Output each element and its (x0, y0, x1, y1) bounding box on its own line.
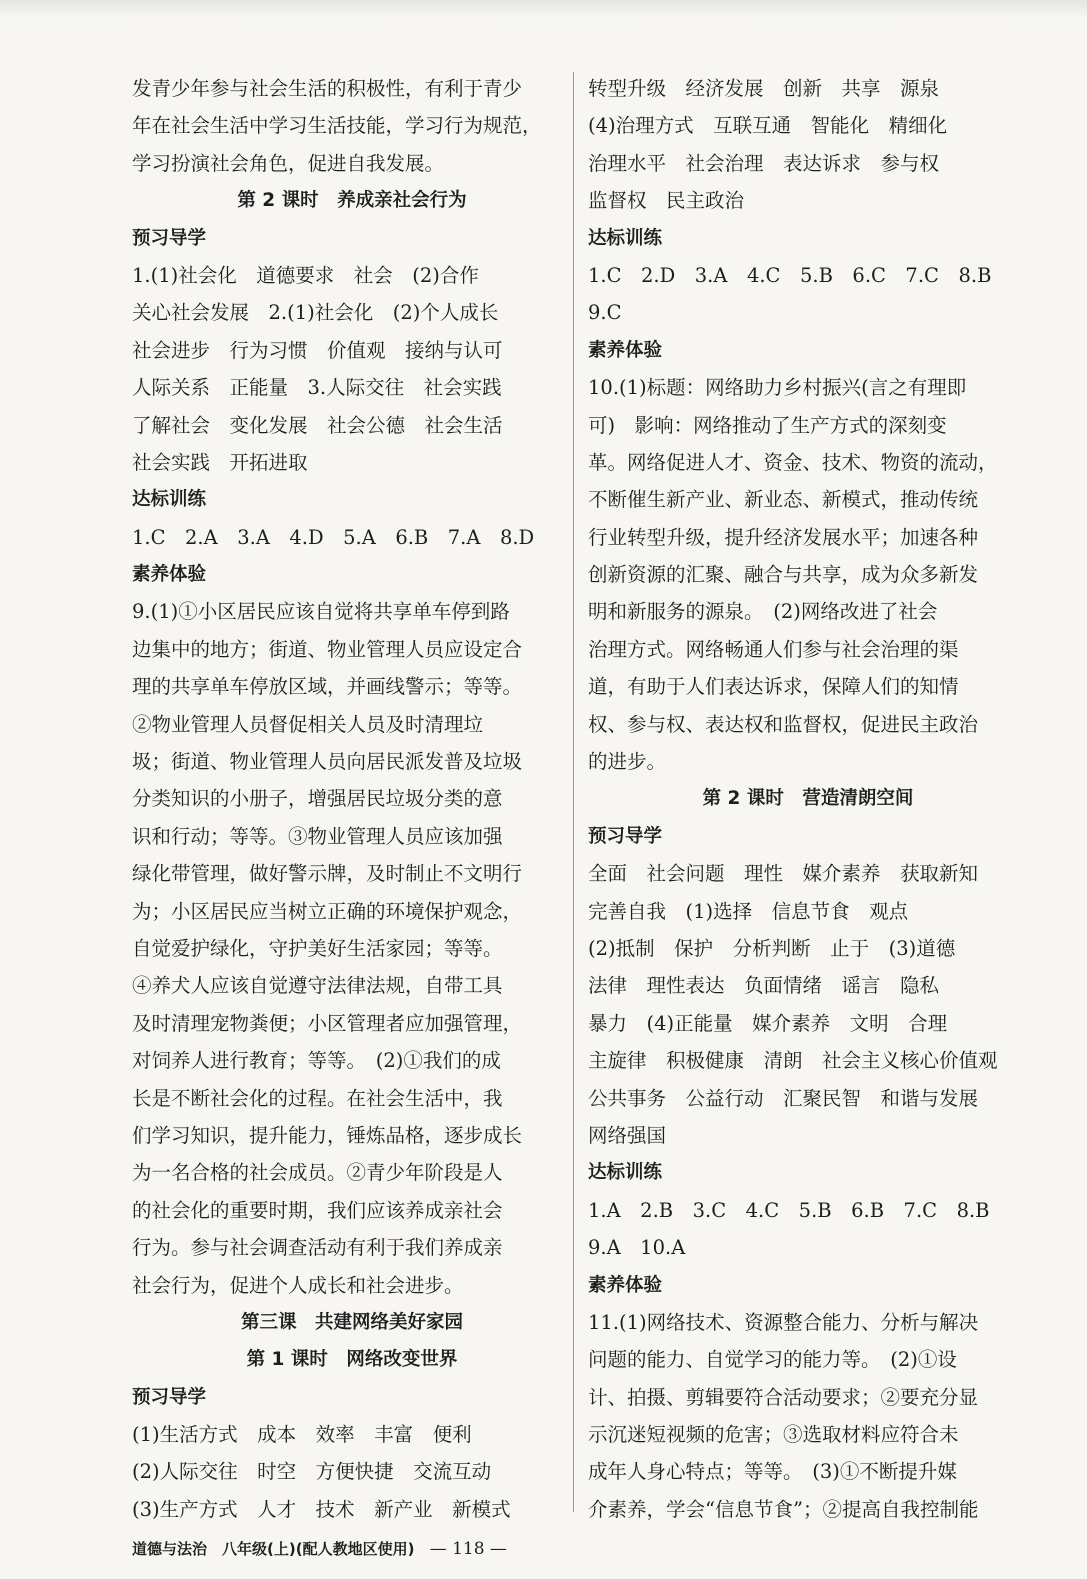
section-title: 第 2 课时 营造清朗空间 (702, 788, 914, 810)
text-line: 对饲养人进行教育；等等。 (2)①我们的成 (132, 1049, 501, 1073)
section-heading: 预习导学 (132, 1386, 207, 1408)
text-line: 1.C 2.D 3.A 4.C 5.B 6.C 7.C 8.B (588, 263, 992, 287)
text-line: 暴力 (4)正能量 媒介素养 文明 合理 (588, 1011, 948, 1035)
text-line: 分类知识的小册子，增强居民垃圾分类的意 (132, 787, 503, 811)
text-line: 发青少年参与社会生活的积极性，有利于青少 (132, 77, 523, 100)
section-heading: 素养体验 (588, 339, 663, 361)
text-line: 网络强国 (588, 1123, 667, 1147)
text-line: 治理水平 社会治理 表达诉求 参与权 (588, 151, 940, 175)
right-column (588, 70, 1028, 1528)
text-line: 9.C (588, 301, 622, 325)
text-line: 革。网络促进人才、资金、技术、物资的流动， (588, 450, 998, 474)
text-line: 绿化带管理，做好警示牌，及时制止不文明行 (132, 862, 523, 886)
text-line: 问题的能力、自觉学习的能力等。 (2)①设 (588, 1348, 957, 1372)
section-heading: 达标训练 (588, 227, 663, 249)
text-line: (4)治理方式 互联互通 智能化 精细化 (588, 114, 948, 138)
text-line: (1)生活方式 成本 效率 丰富 便利 (132, 1423, 472, 1447)
text-line: 主旋律 积极健康 清朗 社会主义核心价值观 (588, 1049, 998, 1073)
text-line: 行为。参与社会调查活动有利于我们养成亲 (132, 1236, 503, 1260)
text-line: 监督权 民主政治 (588, 189, 745, 213)
text-line: 理的共享单车停放区域，并画线警示；等等。 (132, 675, 523, 699)
text-line: 社会进步 行为习惯 价值观 接纳与认可 (132, 338, 503, 362)
text-line: (2)人际交往 时空 方便快捷 交流互动 (132, 1460, 492, 1484)
text-line: 学习扮演社会角色，促进自我发展。 (132, 151, 445, 175)
text-line: 及时清理宠物粪便；小区管理者应加强管理， (132, 1011, 523, 1035)
text-line: 9.A 10.A (588, 1236, 686, 1260)
text-line: 的进步。 (588, 750, 667, 774)
text-line: 关心社会发展 2.(1)社会化 (2)个人成长 (132, 301, 499, 325)
text-line: 计、拍摄、剪辑要符合活动要求；②要充分显 (588, 1385, 979, 1409)
text-line: 长是不断社会化的过程。在社会生活中，我 (132, 1086, 503, 1110)
text-line: 法律 理性表达 负面情绪 谣言 隐私 (588, 974, 940, 998)
text-line: 自觉爱护绿化，守护美好生活家园；等等。 (132, 936, 503, 960)
text-line: 治理方式。网络畅通人们参与社会治理的渠 (588, 637, 959, 661)
text-line: ④养犬人应该自觉遵守法律法规，自带工具 (132, 974, 503, 998)
section-heading: 素养体验 (588, 1274, 663, 1296)
text-line: (3)生产方式 人才 技术 新产业 新模式 (132, 1497, 511, 1521)
text-line: 可) 影响：网络推动了生产方式的深刻变 (588, 413, 947, 437)
text-line: 转型升级 经济发展 创新 共享 源泉 (588, 77, 940, 100)
text-line: 社会实践 开拓进取 (132, 450, 308, 474)
text-line: 为；小区居民应当树立正确的环境保护观念， (132, 899, 523, 923)
text-line: 的社会化的重要时期，我们应该养成亲社会 (132, 1198, 503, 1222)
text-line: 1.C 2.A 3.A 4.D 5.A 6.B 7.A 8.D (132, 525, 535, 549)
text-line: 完善自我 (1)选择 信息节食 观点 (588, 899, 909, 923)
page-number: — 118 — (429, 1539, 507, 1559)
text-line: 不断催生新产业、新业态、新模式，推动传统 (588, 488, 979, 512)
text-line: 道，有助于人们表达诉求，保障人们的知情 (588, 675, 959, 699)
text-line: 人际关系 正能量 3.人际交往 社会实践 (132, 376, 502, 400)
text-line: 为一名合格的社会成员。②青少年阶段是人 (132, 1161, 503, 1185)
text-line: 全面 社会问题 理性 媒介素养 获取新知 (588, 862, 979, 886)
text-line: (2)抵制 保护 分析判断 止于 (3)道德 (588, 936, 956, 960)
section-heading: 素养体验 (132, 564, 207, 586)
text-line: 了解社会 变化发展 社会公德 社会生活 (132, 413, 503, 437)
section-heading: 达标训练 (132, 489, 207, 511)
text-line: 10.(1)标题：网络助力乡村振兴(言之有理即 (588, 376, 967, 400)
text-line: 识和行动；等等。③物业管理人员应该加强 (132, 824, 503, 848)
text-line: 权、参与权、表达权和监督权，促进民主政治 (588, 712, 979, 736)
text-line: 创新资源的汇聚、融合与共享，成为众多新发 (588, 563, 979, 587)
text-line: 11.(1)网络技术、资源整合能力、分析与解决 (588, 1310, 979, 1334)
section-heading: 预习导学 (132, 227, 207, 249)
text-line: 公共事务 公益行动 汇聚民智 和谐与发展 (588, 1086, 979, 1110)
text-line: 成年人身心特点；等等。 (3)①不断提升媒 (588, 1460, 957, 1484)
text-line: 1.A 2.B 3.C 4.C 5.B 6.B 7.C 8.B (588, 1198, 990, 1222)
page-footer (132, 1538, 1032, 1568)
section-heading: 达标训练 (588, 1162, 663, 1184)
text-line: 示沉迷短视频的危害；③选取材料应符合未 (588, 1423, 959, 1447)
text-line: 9.(1)①小区居民应该自觉将共享单车停到路 (132, 600, 510, 624)
text-line: 社会行为，促进个人成长和社会进步。 (132, 1273, 464, 1297)
text-line: 1.(1)社会化 道德要求 社会 (2)合作 (132, 263, 479, 287)
section-heading: 预习导学 (588, 825, 663, 847)
column-divider (573, 72, 574, 1512)
section-title: 第 2 课时 养成亲社会行为 (237, 190, 467, 212)
footer-book-title: 道德与法治 八年级(上)(配人教地区使用) (132, 1540, 415, 1558)
text-line: 介素养，学会“信息节食”；②提高自我控制能 (588, 1497, 979, 1521)
text-line: 明和新服务的源泉。 (2)网络改进了社会 (588, 600, 938, 624)
page-edge-shadow (0, 0, 1087, 18)
text-line: ②物业管理人员督促相关人员及时清理垃 (132, 712, 484, 736)
text-line: 年在社会生活中学习生活技能，学习行为规范， (132, 114, 542, 138)
section-title: 第 1 课时 网络改变世界 (246, 1349, 458, 1371)
text-line: 边集中的地方；街道、物业管理人员应设定合 (132, 637, 523, 661)
text-line: 行业转型升级，提升经济发展水平；加速各种 (588, 525, 979, 549)
text-line: 们学习知识，提升能力，锤炼品格，逐步成长 (132, 1123, 523, 1147)
section-title: 第三课 共建网络美好家园 (240, 1311, 463, 1333)
left-column (132, 70, 572, 1528)
text-line: 圾；街道、物业管理人员向居民派发普及垃圾 (132, 750, 523, 774)
